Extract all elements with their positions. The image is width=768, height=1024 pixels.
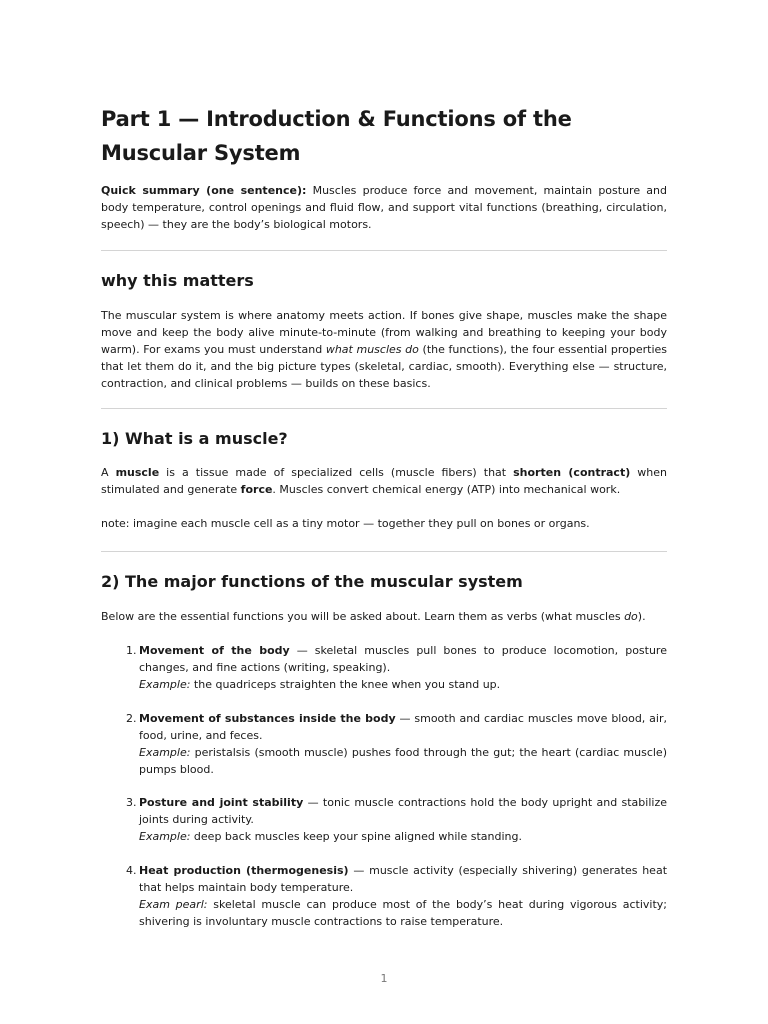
list-item <box>126 794 667 845</box>
item-text: — smooth and cardiac muscles move blood, air, food, urine, and feces. <box>139 712 667 742</box>
why-text-b: (the functions), the four essential properties that let them do it, and the big picture types (skeletal, cardiac, smooth). Everything else — structure, contraction, and clinical problems — builds on these basics. <box>101 343 668 390</box>
list-number: 1. <box>126 644 137 657</box>
page-title: Part 1 — Introduction & Functions of the Muscular System <box>101 107 572 165</box>
list-item <box>126 710 667 778</box>
item-tag-text: deep back muscles keep your spine aligned while standing. <box>190 830 522 843</box>
item-text: — skeletal muscles pull bones to produce locomotion, posture changes, and fine actions (writing, speaking). <box>139 644 667 674</box>
list-item <box>126 642 667 693</box>
def-bold-contract: shorten (contract) <box>513 466 631 479</box>
section-2-heading: 2) The major functions of the muscular system <box>101 572 523 591</box>
item-tag: Example: <box>139 678 191 691</box>
summary-label: Quick summary (one sentence): <box>101 184 307 197</box>
list-number: 3. <box>126 796 137 809</box>
def-text-e: . Muscles convert chemical energy (ATP) into mechanical work. <box>272 483 621 496</box>
def-text-c: is a tissue made of specialized cells (muscle fibers) that <box>159 466 514 479</box>
item-title: Posture and joint stability <box>139 796 304 809</box>
section-divider <box>101 551 667 552</box>
list-item <box>126 862 668 930</box>
item-title: Movement of the body <box>139 644 290 657</box>
why-text-a: The muscular system is where anatomy meets action. If bones give shape, muscles make the shape move and keep the body alive minute-to-minute (from walking and breathing to keeping your body warm). For exams you must understand <box>101 309 667 356</box>
def-bold-muscle: muscle <box>115 466 160 479</box>
functions-intro <box>101 608 667 625</box>
intro-text-a: Below are the essential functions you will be asked about. Learn them as verbs (what muscles <box>101 610 625 623</box>
item-tag: Example: <box>139 830 191 843</box>
item-tag-text: peristalsis (smooth muscle) pushes food through the gut; the heart (cardiac muscle) pumps blood. <box>139 746 667 776</box>
item-tag: Exam pearl: <box>139 898 208 911</box>
quick-summary <box>101 182 667 233</box>
why-text-em: what muscles do <box>325 343 419 356</box>
muscle-note: note: imagine each muscle cell as a tiny motor — together they pull on bones or organs. <box>101 517 590 530</box>
item-tag: Example: <box>139 746 191 759</box>
def-text-d: when stimulated and generate <box>101 466 667 496</box>
muscle-definition <box>101 464 667 498</box>
item-text: — tonic muscle contractions hold the body upright and stabilize joints during activity. <box>139 796 667 826</box>
item-tag-text: skeletal muscle can produce most of the body’s heat during vigorous activity; shivering is involuntary muscle contractions to raise temperature. <box>139 898 667 928</box>
item-title: Movement of substances inside the body <box>139 712 396 725</box>
def-text-a: A <box>101 466 116 479</box>
why-heading: why this matters <box>101 271 254 290</box>
list-number: 4. <box>126 864 137 877</box>
section-divider <box>101 250 667 251</box>
intro-text-b: ). <box>637 610 646 623</box>
section-divider <box>101 408 667 409</box>
page-number: 1 <box>380 972 388 985</box>
why-paragraph <box>101 307 667 392</box>
list-number: 2. <box>126 712 137 725</box>
intro-text-em: do <box>624 610 638 623</box>
item-text: — muscle activity (especially shivering) generates heat that helps maintain body temperature. <box>139 864 668 894</box>
section-1-heading: 1) What is a muscle? <box>101 429 288 448</box>
item-title: Heat production (thermogenesis) <box>139 864 349 877</box>
def-bold-force: force <box>240 483 273 496</box>
summary-text: Muscles produce force and movement, maintain posture and body temperature, control openings and fluid flow, and support vital functions (breathing, circulation, speech) — they are the body’s biological motors. <box>101 184 667 231</box>
item-tag-text: the quadriceps straighten the knee when you stand up. <box>190 678 501 691</box>
